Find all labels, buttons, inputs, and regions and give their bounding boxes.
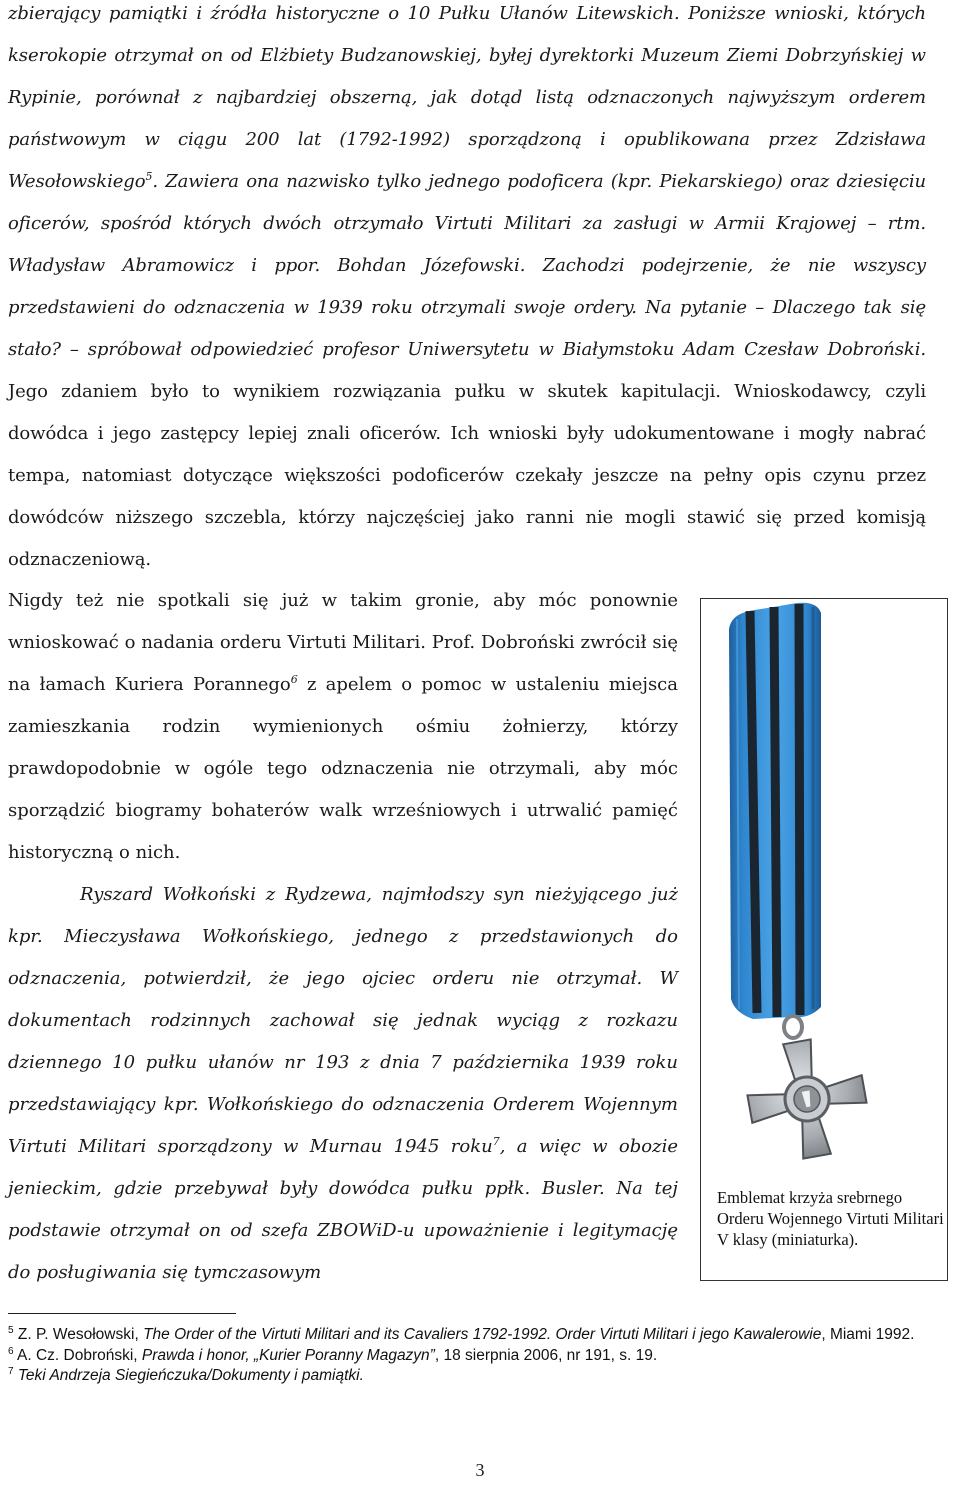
footnote-number: 6 (8, 1345, 14, 1357)
medal-figure (700, 598, 948, 1281)
paragraph-text-upright: z apelem o pomoc w ustaleniu miejsca zamieszkania rodzin wymienionych ośmiu żołnierzy, którzy prawdopodobnie w ogóle tego odznaczenia nie otrzymali, aby móc sporządzić biogramy bohaterów walk wrześniowych i utrwalić pamięć historyczną o nich. (8, 674, 678, 863)
footnote-ref-7[interactable]: 7 (492, 1135, 500, 1148)
paragraph-text: Ryszard Wołkoński z Rydzewa, najmłodszy syn nieżyjącego już kpr. Mieczysława Wołkońskiego, jednego z przedstawionych do odznaczenia, potwierdził, że jego ojciec orderu nie otrzymał. W dokumentach rodzinnych zachował się jednak wyciąg z rozkazu dziennego 10 pułku ułanów nr 193 z dnia 7 października 1939 roku przedstawiający kpr. Wołkońskiego do odznaczenia Orderem Wojennym Virtuti Militari sporządzony w Murnau 1945 roku (8, 884, 678, 1157)
footnote-6 (8, 1346, 938, 1367)
paragraph-text-upright: Ich wnioski były udokumentowane i mogły nabrać tempa, natomiast dotyczące większości podoficerów czekały jeszcze na pełny opis czynu przez dowódców niższego szczebla, którzy najczęściej jako ranni nie mogli stawić się przed komisją odznaczeniową. (8, 423, 926, 570)
footnotes (8, 1325, 938, 1387)
page-number: 3 (475, 1460, 485, 1480)
paragraph-text: . Zawiera ona nazwisko tylko jednego podoficera (kpr. Piekarskiego) oraz dziesięciu oficerów, spośród których dwóch otrzymało Virtuti Militari za zasługi w Armii Krajowej – rtm. Władysław Abramowicz i ppor. Bohdan Józefowski. Zachodzi podejrzenie, że nie wszyscy przedstawieni do odznaczenia w 1939 roku otrzymali swoje ordery. Na pytanie – Dlaczego tak się stało? – spróbował odpowiedzieć profesor Uniwersytetu w Białymstoku Adam Czesław Dobroński. (8, 171, 926, 360)
paragraph-text: , a więc w obozie jenieckim, gdzie przebywał były dowódca pułku ppłk. Busler. Na tej podstawie otrzymał on od szefa ZBOWiD-u upoważnienie i legitymację do posługiwania się tymczasowym (8, 1136, 678, 1283)
footnote-number: 7 (8, 1365, 14, 1377)
footnote-title: Prawda i honor, „Kurier Poranny Magazyn” (141, 1346, 435, 1364)
paragraph-text-upright: Jego zdaniem było to wynikiem rozwiązania pułku w skutek kapitulacji. Wnioskodawcy, czyli dowódca i jego zastępcy lepiej znali oficerów. (8, 381, 926, 444)
footnote-text: , Miami 1992. (821, 1326, 915, 1343)
footnote-7 (8, 1366, 938, 1387)
footnote-5 (8, 1325, 938, 1346)
footnote-title: The Order of the Virtuti Militari and its Cavaliers 1792-1992. Order Virtuti Militari i jego Kawalerowie (143, 1326, 822, 1343)
footnote-text: , 18 sierpnia 2006, nr 191, s. 19. (434, 1346, 658, 1364)
paragraph-text: zbierający pamiątki i źródła historyczne o 10 Pułku Ułanów Litewskich. Poniższe wnioski, których kserokopie otrzymał on od Elżbiety Budzanowskiej, byłej dyrektorki Muzeum Ziemi Dobrzyńskiej w Rypinie, porównał z najbardziej obszerną, jak dotąd listą odznaczonych najwyższym orderem państwowym w ciągu 200 lat (1792-1992) sporządzoną i opublikowana przez Zdzisława Wesołowskiego (8, 3, 926, 192)
footnote-ref-5[interactable]: 5 (145, 170, 153, 183)
figure-caption: Emblemat krzyża srebrnego Orderu Wojennego Virtuti Militari V klasy (miniaturka). (717, 1188, 944, 1249)
footnote-text: Z. P. Wesołowski, (13, 1326, 144, 1343)
virtuti-militari-cross-icon (701, 599, 949, 1179)
paragraph-third (8, 874, 678, 1294)
footnote-text: A. Cz. Dobroński, (13, 1346, 142, 1364)
footnote-ref-6[interactable]: 6 (290, 673, 298, 686)
paragraph-text-upright: Nigdy też nie spotkali się już w takim gronie, aby móc ponownie wnioskować o nadania orderu Virtuti Militari. Prof. Dobroński zwrócił się na łamach Kuriera Porannego (8, 590, 678, 695)
paragraph-main (8, 0, 926, 581)
footnote-number: 5 (8, 1324, 14, 1336)
wrapped-text-column (8, 580, 678, 1294)
footnote-divider (8, 1313, 236, 1314)
footnote-title: Teki Andrzeja Siegieńczuka/Dokumenty i pamiątki. (17, 1367, 364, 1384)
paragraph-second (8, 580, 678, 874)
